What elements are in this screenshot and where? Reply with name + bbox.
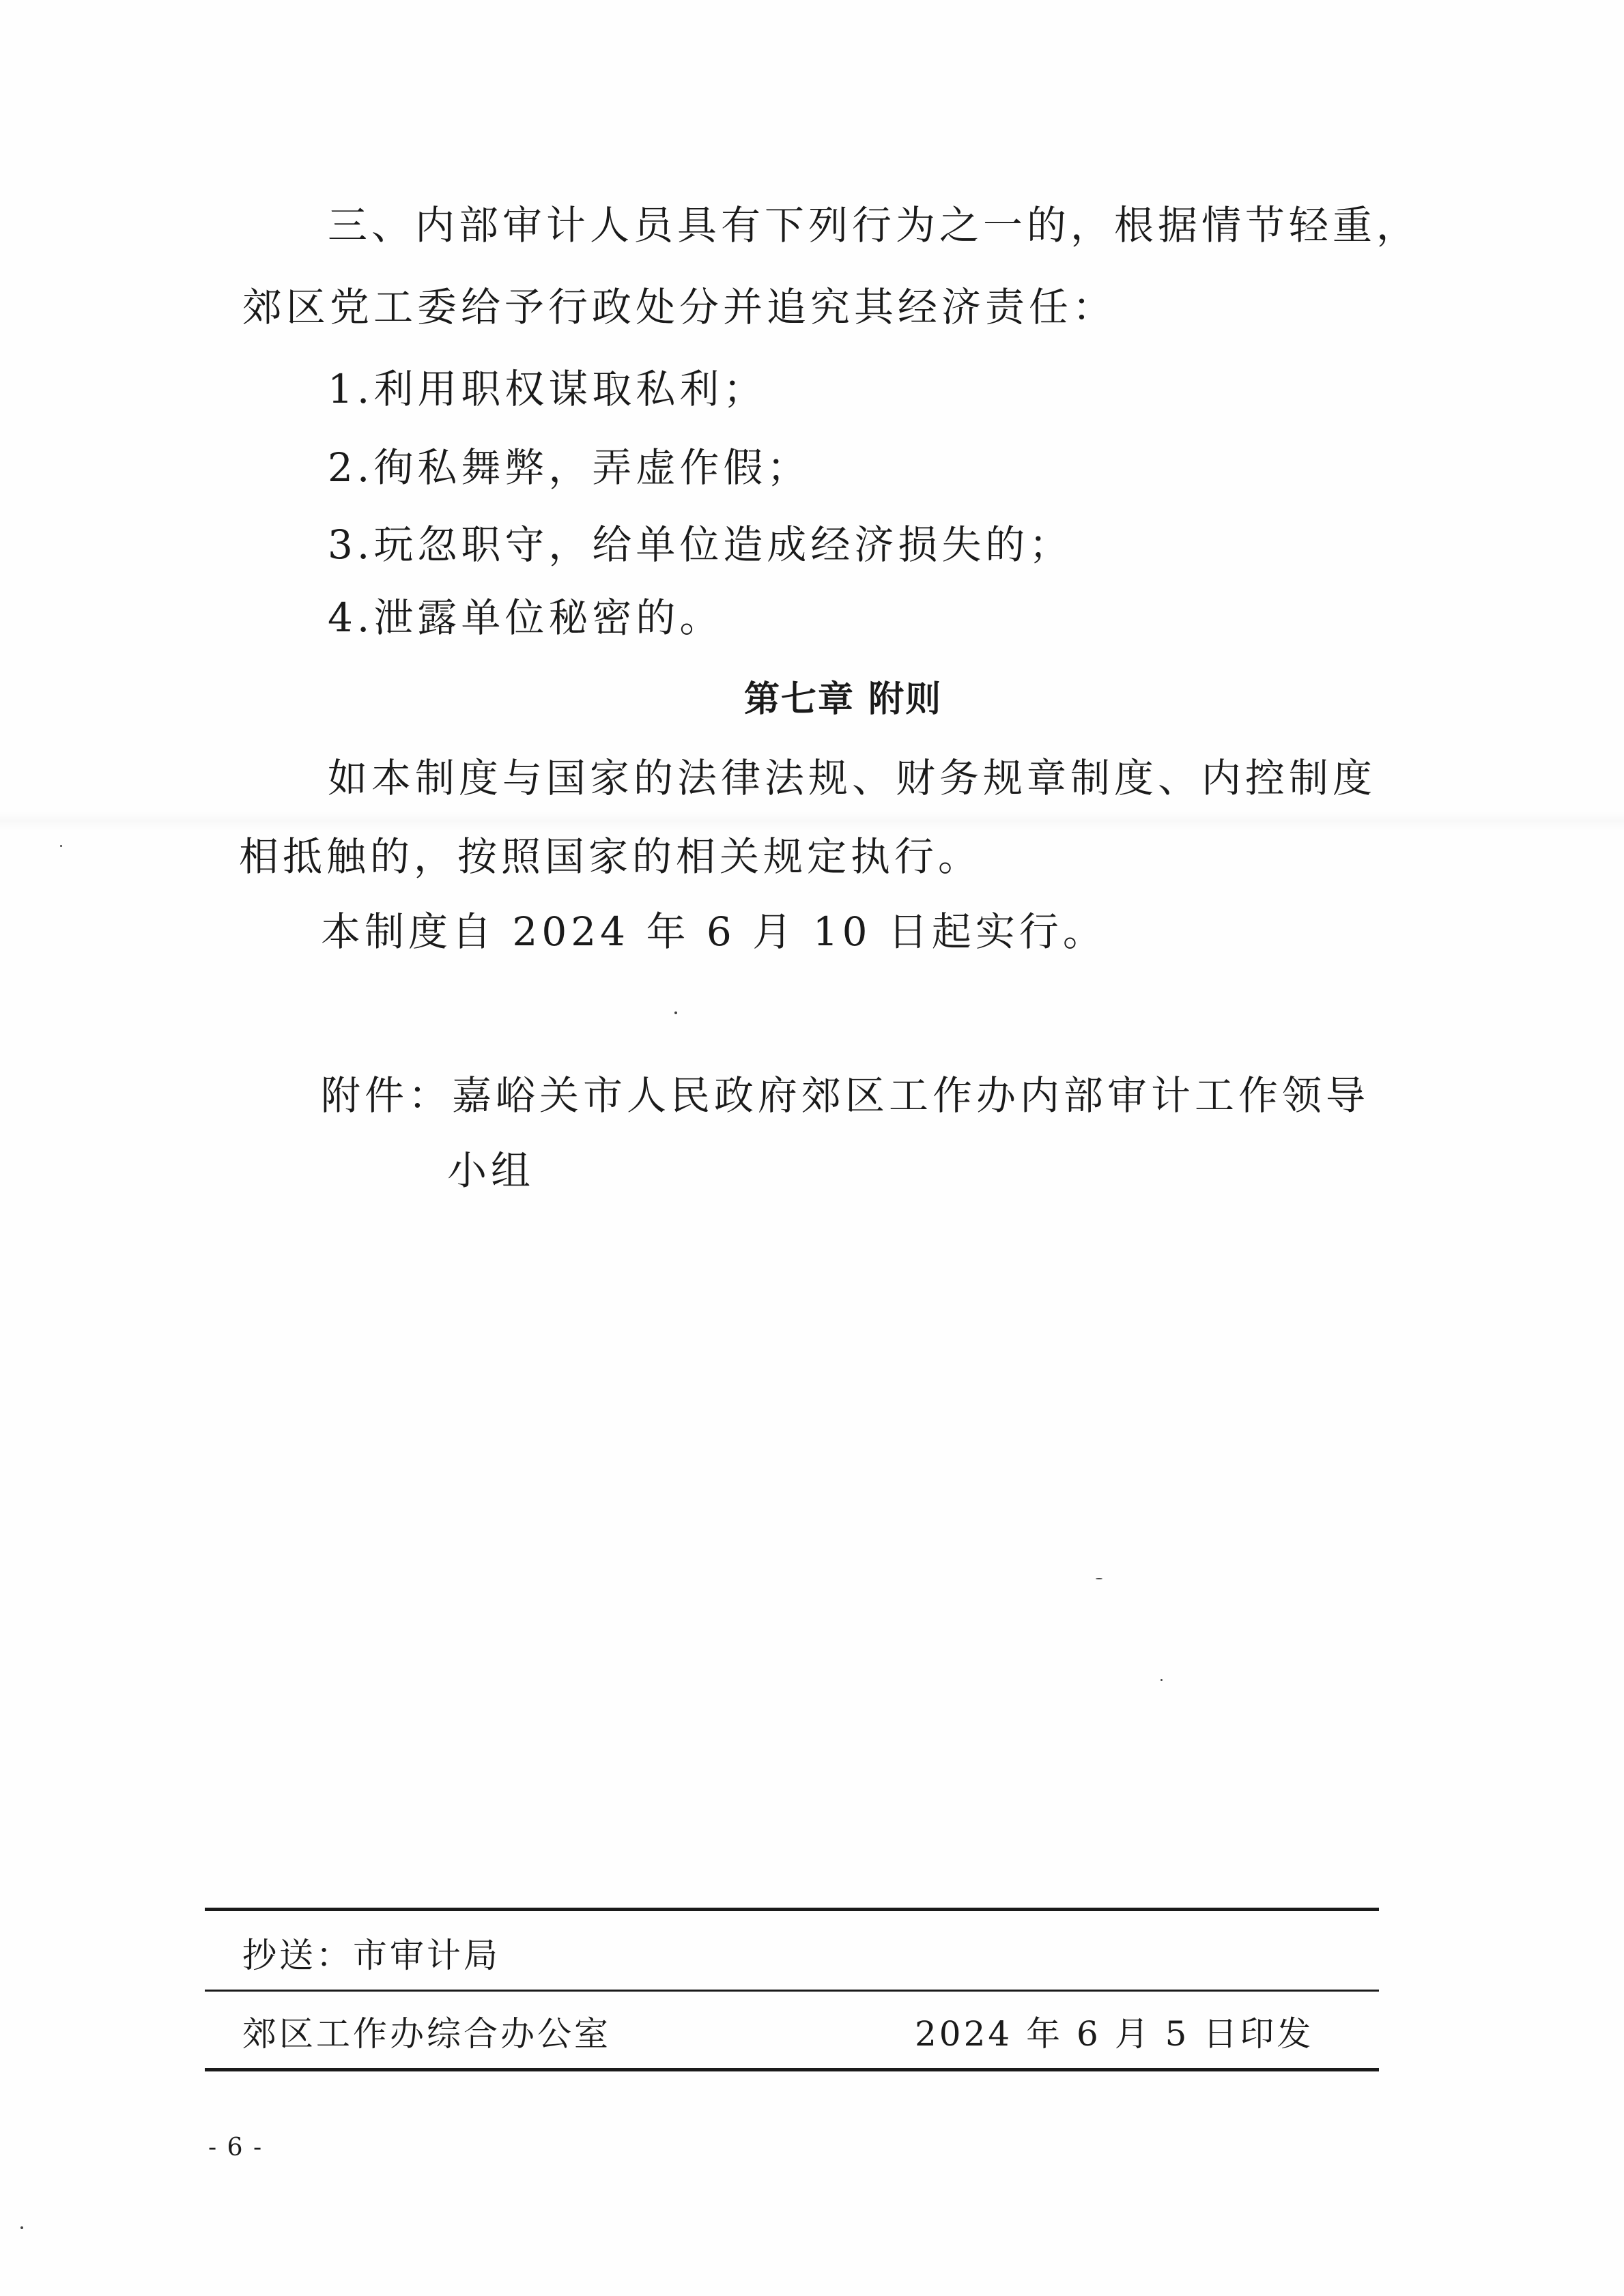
scan-speck: [1096, 1578, 1102, 1579]
paragraph-conflict-rule: 如本制度与国家的法律法规、财务规章制度、内控制度: [328, 755, 1377, 801]
list-item-4: 4.泄露单位秘密的。: [328, 594, 724, 641]
paragraph-section-three-cont: 郊区党工委给予行政处分并追究其经济责任：: [242, 284, 1117, 330]
paragraph-effective-date: 本制度自 2024 年 6 月 10 日起实行。: [321, 908, 1107, 955]
list-item-2: 2.徇私舞弊，弄虚作假；: [328, 444, 811, 491]
paragraph-section-three: 三、内部审计人员具有下列行为之一的，根据情节轻重，: [328, 202, 1421, 248]
scan-speck: [1160, 1679, 1163, 1681]
scan-fold-shadow: [0, 811, 1624, 831]
page-number: - 6 -: [208, 2134, 263, 2162]
footer-middle-rule: [205, 1990, 1379, 1992]
footer-cc: 抄送：市审计局: [242, 1936, 500, 1975]
attachment-line-2: 小组: [447, 1147, 535, 1194]
attachment-line-1: 附件：嘉峪关市人民政府郊区工作办内部审计工作领导: [321, 1072, 1370, 1119]
scan-speck: [674, 1011, 677, 1014]
footer-issuer: 郊区工作办综合办公室: [242, 2014, 611, 2054]
list-item-3: 3.玩忽职守，给单位造成经济损失的；: [328, 521, 1073, 568]
paragraph-conflict-rule-cont: 相抵触的，按照国家的相关规定执行。: [239, 833, 982, 880]
footer-bottom-rule: [205, 2068, 1379, 2071]
footer-issue-date: 2024 年 6 月 5 日印发: [915, 2014, 1314, 2054]
list-item-1: 1.利用职权谋取私利；: [328, 366, 767, 412]
chapter-heading: 第七章 附则: [744, 679, 943, 720]
scan-speck: [20, 2226, 23, 2229]
scan-speck: [60, 845, 62, 847]
footer-top-rule: [205, 1908, 1379, 1911]
